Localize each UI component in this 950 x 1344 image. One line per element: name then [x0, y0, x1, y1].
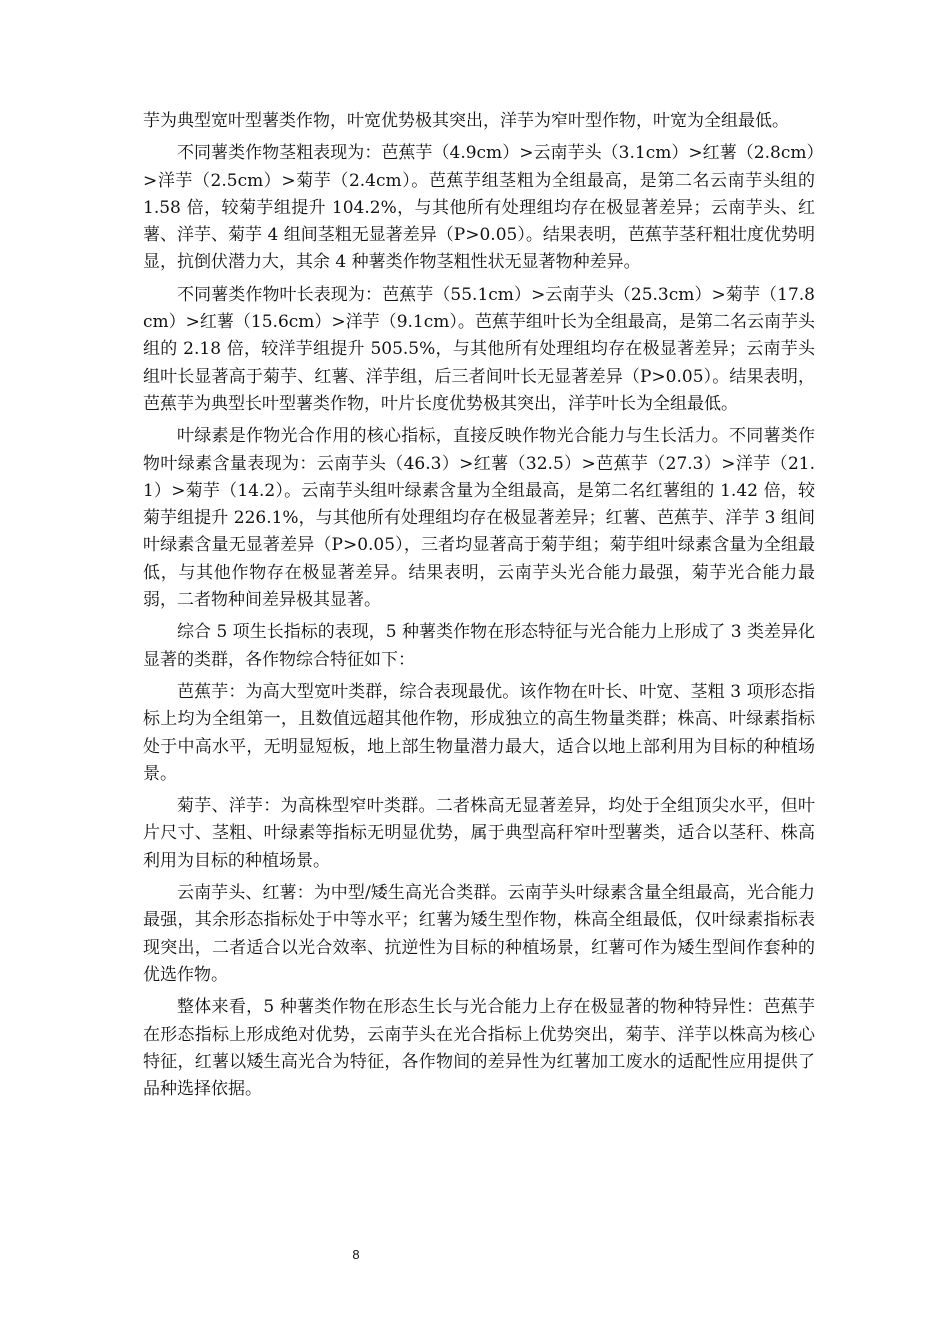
page-number: 8: [352, 1247, 360, 1262]
paragraph-group-canna: 芭蕉芋：为高大型宽叶类群，综合表现最优。该作物在叶长、叶宽、茎粗 3 项形态指标上均为全组第一，且数值远超其他作物，形成独立的高生物量类群；株高、叶绿素指标处于中高水平，无明显短板，地上部生物量潜力最大，适合以地上部利用为目标的种植场景。: [143, 681, 815, 784]
paragraph-stem-thickness: 不同薯类作物茎粗表现为：芭蕉芋（4.9cm）>云南芋头（3.1cm）>红薯（2.8cm）>洋芋（2.5cm）>菊芋（2.4cm）。芭蕉芋组茎粗为全组最高，是第二名云南芋头组的 1.58 倍，较菊芋组提升 104.2%，与其他所有处理组均存在极显著差异；云南芋头、红薯、洋芋、菊芋 4 组间茎粗无显著差异（P>0.05）。结果表明，芭蕉芋茎秆粗壮度优势明显，抗倒伏潜力大，其余 4 种薯类作物茎粗性状无显著物种差异。: [143, 143, 815, 273]
paragraph-group-taro-sweet-potato: 云南芋头、红薯：为中型/矮生高光合类群。云南芋头叶绿素含量全组最高，光合能力最强，其余形态指标处于中等水平；红薯为矮生型作物，株高全组最低，仅叶绿素指标表现突出，二者适合以光合效率、抗逆性为目标的种植场景，红薯可作为矮生型间作套种的优选作物。: [143, 883, 815, 985]
document-body: [143, 108, 815, 1108]
paragraph-conclusion: 整体来看，5 种薯类作物在形态生长与光合能力上存在极显著的物种特异性：芭蕉芋在形态指标上形成绝对优势，云南芋头在光合指标上优势突出，菊芋、洋芋以株高为核心特征，红薯以矮生高光合为特征，各作物间的差异性为红薯加工废水的适配性应用提供了品种选择依据。: [143, 997, 815, 1100]
paragraph-leaf-length: 不同薯类作物叶长表现为：芭蕉芋（55.1cm）>云南芋头（25.3cm）>菊芋（17.8cm）>红薯（15.6cm）>洋芋（9.1cm）。芭蕉芋组叶长为全组最高，是第二名云南芋头组的 2.18 倍，较洋芋组提升 505.5%，与其他所有处理组均存在极显著差异；云南芋头组叶长显著高于菊芋、红薯、洋芋组，后三者间叶长无显著差异（P>0.05）。结果表明，芭蕉芋为典型长叶型薯类作物，叶片长度优势极其突出，洋芋叶长为全组最低。: [143, 284, 815, 414]
paragraph-continuation: 芋为典型宽叶型薯类作物，叶宽优势极其突出，洋芋为窄叶型作物，叶宽为全组最低。: [143, 111, 789, 131]
paragraph-chlorophyll: 叶绿素是作物光合作用的核心指标，直接反映作物光合能力与生长活力。不同薯类作物叶绿素含量表现为：云南芋头（46.3）>红薯（32.5）>芭蕉芋（27.3）>洋芋（21.1）>菊芋（14.2）。云南芋头组叶绿素含量为全组最高，是第二名红薯组的 1.42 倍，较菊芋组提升 226.1%，与其他所有处理组均存在极显著差异；红薯、芭蕉芋、洋芋 3 组间叶绿素含量无显著差异（P>0.05），三者均显著高于菊芋组；菊芋组叶绿素含量为全组最低，与其他作物存在极显著差异。结果表明，云南芋头光合能力最强，菊芋光合能力最弱，二者物种间差异极其显著。: [143, 426, 815, 611]
paragraph-summary-intro: 综合 5 项生长指标的表现，5 种薯类作物在形态特征与光合能力上形成了 3 类差异化显著的类群，各作物综合特征如下：: [143, 622, 815, 670]
paragraph-group-jerusalem-artichoke-potato: 菊芋、洋芋：为高株型窄叶类群。二者株高无显著差异，均处于全组顶尖水平，但叶片尺寸、茎粗、叶绿素等指标无明显优势，属于典型高秆窄叶型薯类，适合以茎秆、株高利用为目标的种植场景。: [143, 796, 815, 871]
